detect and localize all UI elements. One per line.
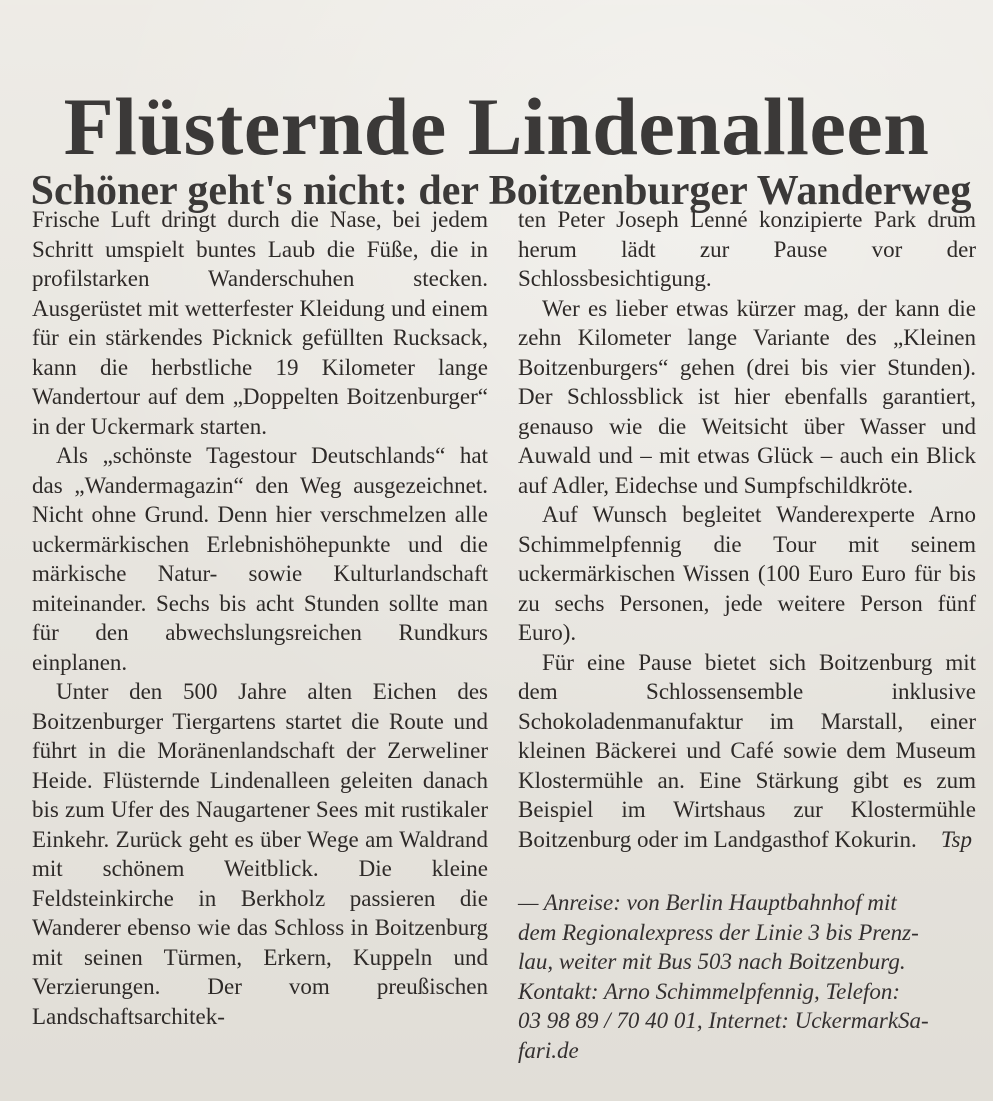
info-line: lau, weiter mit Bus 503 nach Boitzenburg.	[518, 949, 906, 974]
info-line: fari.de	[518, 1037, 579, 1063]
paragraph: Unter den 500 Jahre alten Eichen des Boitzenburger Tiergartens startet die Route und führt in die Moränenlandschaft der Zerweliner Heide. Flüsternde Lindenalleen geleiten danach bis zum Ufer des Naugartener Sees mit rustikaler Einkehr. Zurück geht es über Wege am Waldrand mit schönem Weitblick. Die kleine Feldsteinkirche in Berkholz passieren die Wanderer ebenso wie das Schloss in Boitzenburg mit seinen Türmen, Erkern, Kuppeln und Verzierungen. Der vom preußischen Landschaftsarchitek-	[32, 679, 488, 1029]
info-line: 03 98 89 / 70 40 01, Internet: UckermarkSa-	[518, 1008, 929, 1033]
paragraph: Als „schönste Tagestour Deutschlands“ hat das „Wandermagazin“ den Weg ausgezeichnet. Nicht ohne Grund. Denn hier verschmelzen alle uckermärkischen Erlebnishöhepunkte und die märkische Natur- sowie Kulturlandschaft miteinander. Sechs bis acht Stunden sollte man für den abwechslungsreichen Rundkurs einplanen.	[32, 443, 488, 675]
paragraph: Wer es lieber etwas kürzer mag, der kann die zehn Kilometer lange Variante des „Kleinen Boitzenburgers“ gehen (drei bis vier Stunden). Der Schlossblick ist hier ebenfalls garantiert, genauso wie die Weitsicht über Wasser und Auwald und – mit etwas Glück – auch ein Blick auf Adler, Eidechse und Sumpfschildkröte.	[518, 295, 976, 498]
headline: Flüsternde Lindenalleen	[63, 80, 930, 172]
info-box	[518, 888, 976, 1065]
right-column	[518, 205, 976, 1065]
author-signature: Tsp	[940, 826, 972, 852]
paragraph: Für eine Pause bietet sich Boitzenburg mit dem Schlossensemble inklusive Schokoladenmanufaktur im Marstall, einer kleinen Bäckerei und Café sowie dem Museum Klostermühle an. Eine Stärkung gibt es zum Beispiel im Wirtshaus zur Klostermühle Boitzenburg oder im Landgasthof Kokurin.	[518, 649, 976, 852]
paragraph: Auf Wunsch begleitet Wanderexperte Arno Schimmelpfennig die Tour mit seinem uckermärkischen Wissen (100 Euro Euro für bis zu sechs Personen, jede weitere Person fünf Euro).	[518, 502, 976, 645]
info-line: — Anreise: von Berlin Hauptbahnhof mit	[518, 890, 897, 915]
left-column	[32, 205, 488, 1031]
info-line: dem Regionalexpress der Linie 3 bis Prenz-	[518, 919, 919, 945]
info-line: Kontakt: Arno Schimmelpfennig, Telefon:	[518, 978, 901, 1004]
paragraph: Frische Luft dringt durch die Nase, bei jedem Schritt umspielt buntes Laub die Füße, die in profilstarken Wanderschuhen stecken. Ausgerüstet mit wetterfester Kleidung und einem für ein stärkendes Picknick gefüllten Rucksack, kann die herbstliche 19 Kilometer lange Wandertour auf dem „Doppelten Boitzenburger“ in der Uckermark starten.	[32, 207, 488, 439]
paragraph: ten Peter Joseph Lenné konzipierte Park drum herum lädt zur Pause vor der Schlossbesichtigung.	[518, 207, 976, 291]
subtitle: Schöner geht's nicht: der Boitzenburger Wanderweg	[30, 167, 972, 214]
